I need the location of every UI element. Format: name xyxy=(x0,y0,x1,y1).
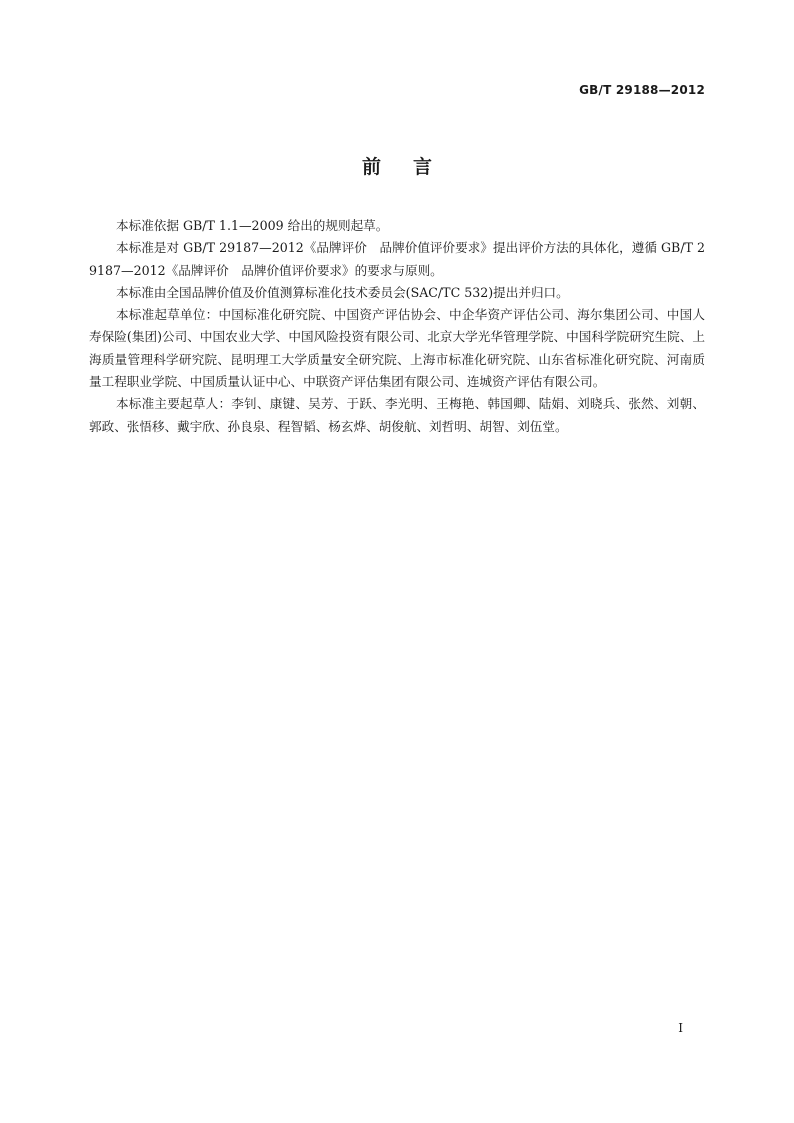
paragraph-drafters: 本标准主要起草人：李钊、康键、吴芳、于跃、李光明、王梅艳、韩国卿、陆娟、刘晓兵、张然、刘朝、郭政、张悟移、戴宇欣、孙良泉、程智韬、杨玄烨、胡俊航、刘哲明、胡智、刘伍堂。 xyxy=(89,396,705,434)
page-number: I xyxy=(678,1021,683,1035)
paragraph-proposer: 本标准由全国品牌价值及价值测算标准化技术委员会(SAC/TC 532)提出并归口。 xyxy=(116,284,569,300)
paragraph-relation: 本标准是对 GB/T 29187—2012《品牌评价 品牌价值评价要求》提出评价方法的具体化，遵循 GB/T 29187—2012《品牌评价 品牌价值评价要求》的要求与原则。 xyxy=(89,240,705,278)
paragraph-drafting-rules: 本标准依据 GB/T 1.1—2009 给出的规则起草。 xyxy=(116,218,389,233)
standard-number: GB/T 29188—2012 xyxy=(579,83,705,97)
page-title: 前言 xyxy=(361,156,464,178)
paragraph-drafting-units: 本标准起草单位：中国标准化研究院、中国资产评估协会、中企华资产评估公司、海尔集团公司、中国人寿保险(集团)公司、中国农业大学、中国风险投资有限公司、北京大学光华管理学院、中国科学院研究生院、上海质量管理科学研究院、昆明理工大学质量安全研究院、上海市标准化研究院、山东省标准化研究院、河南质量工程职业学院、中国质量认证中心、中联资产评估集团有限公司、连城资产评估有限公司。 xyxy=(89,307,705,390)
foreword-body xyxy=(89,215,705,438)
